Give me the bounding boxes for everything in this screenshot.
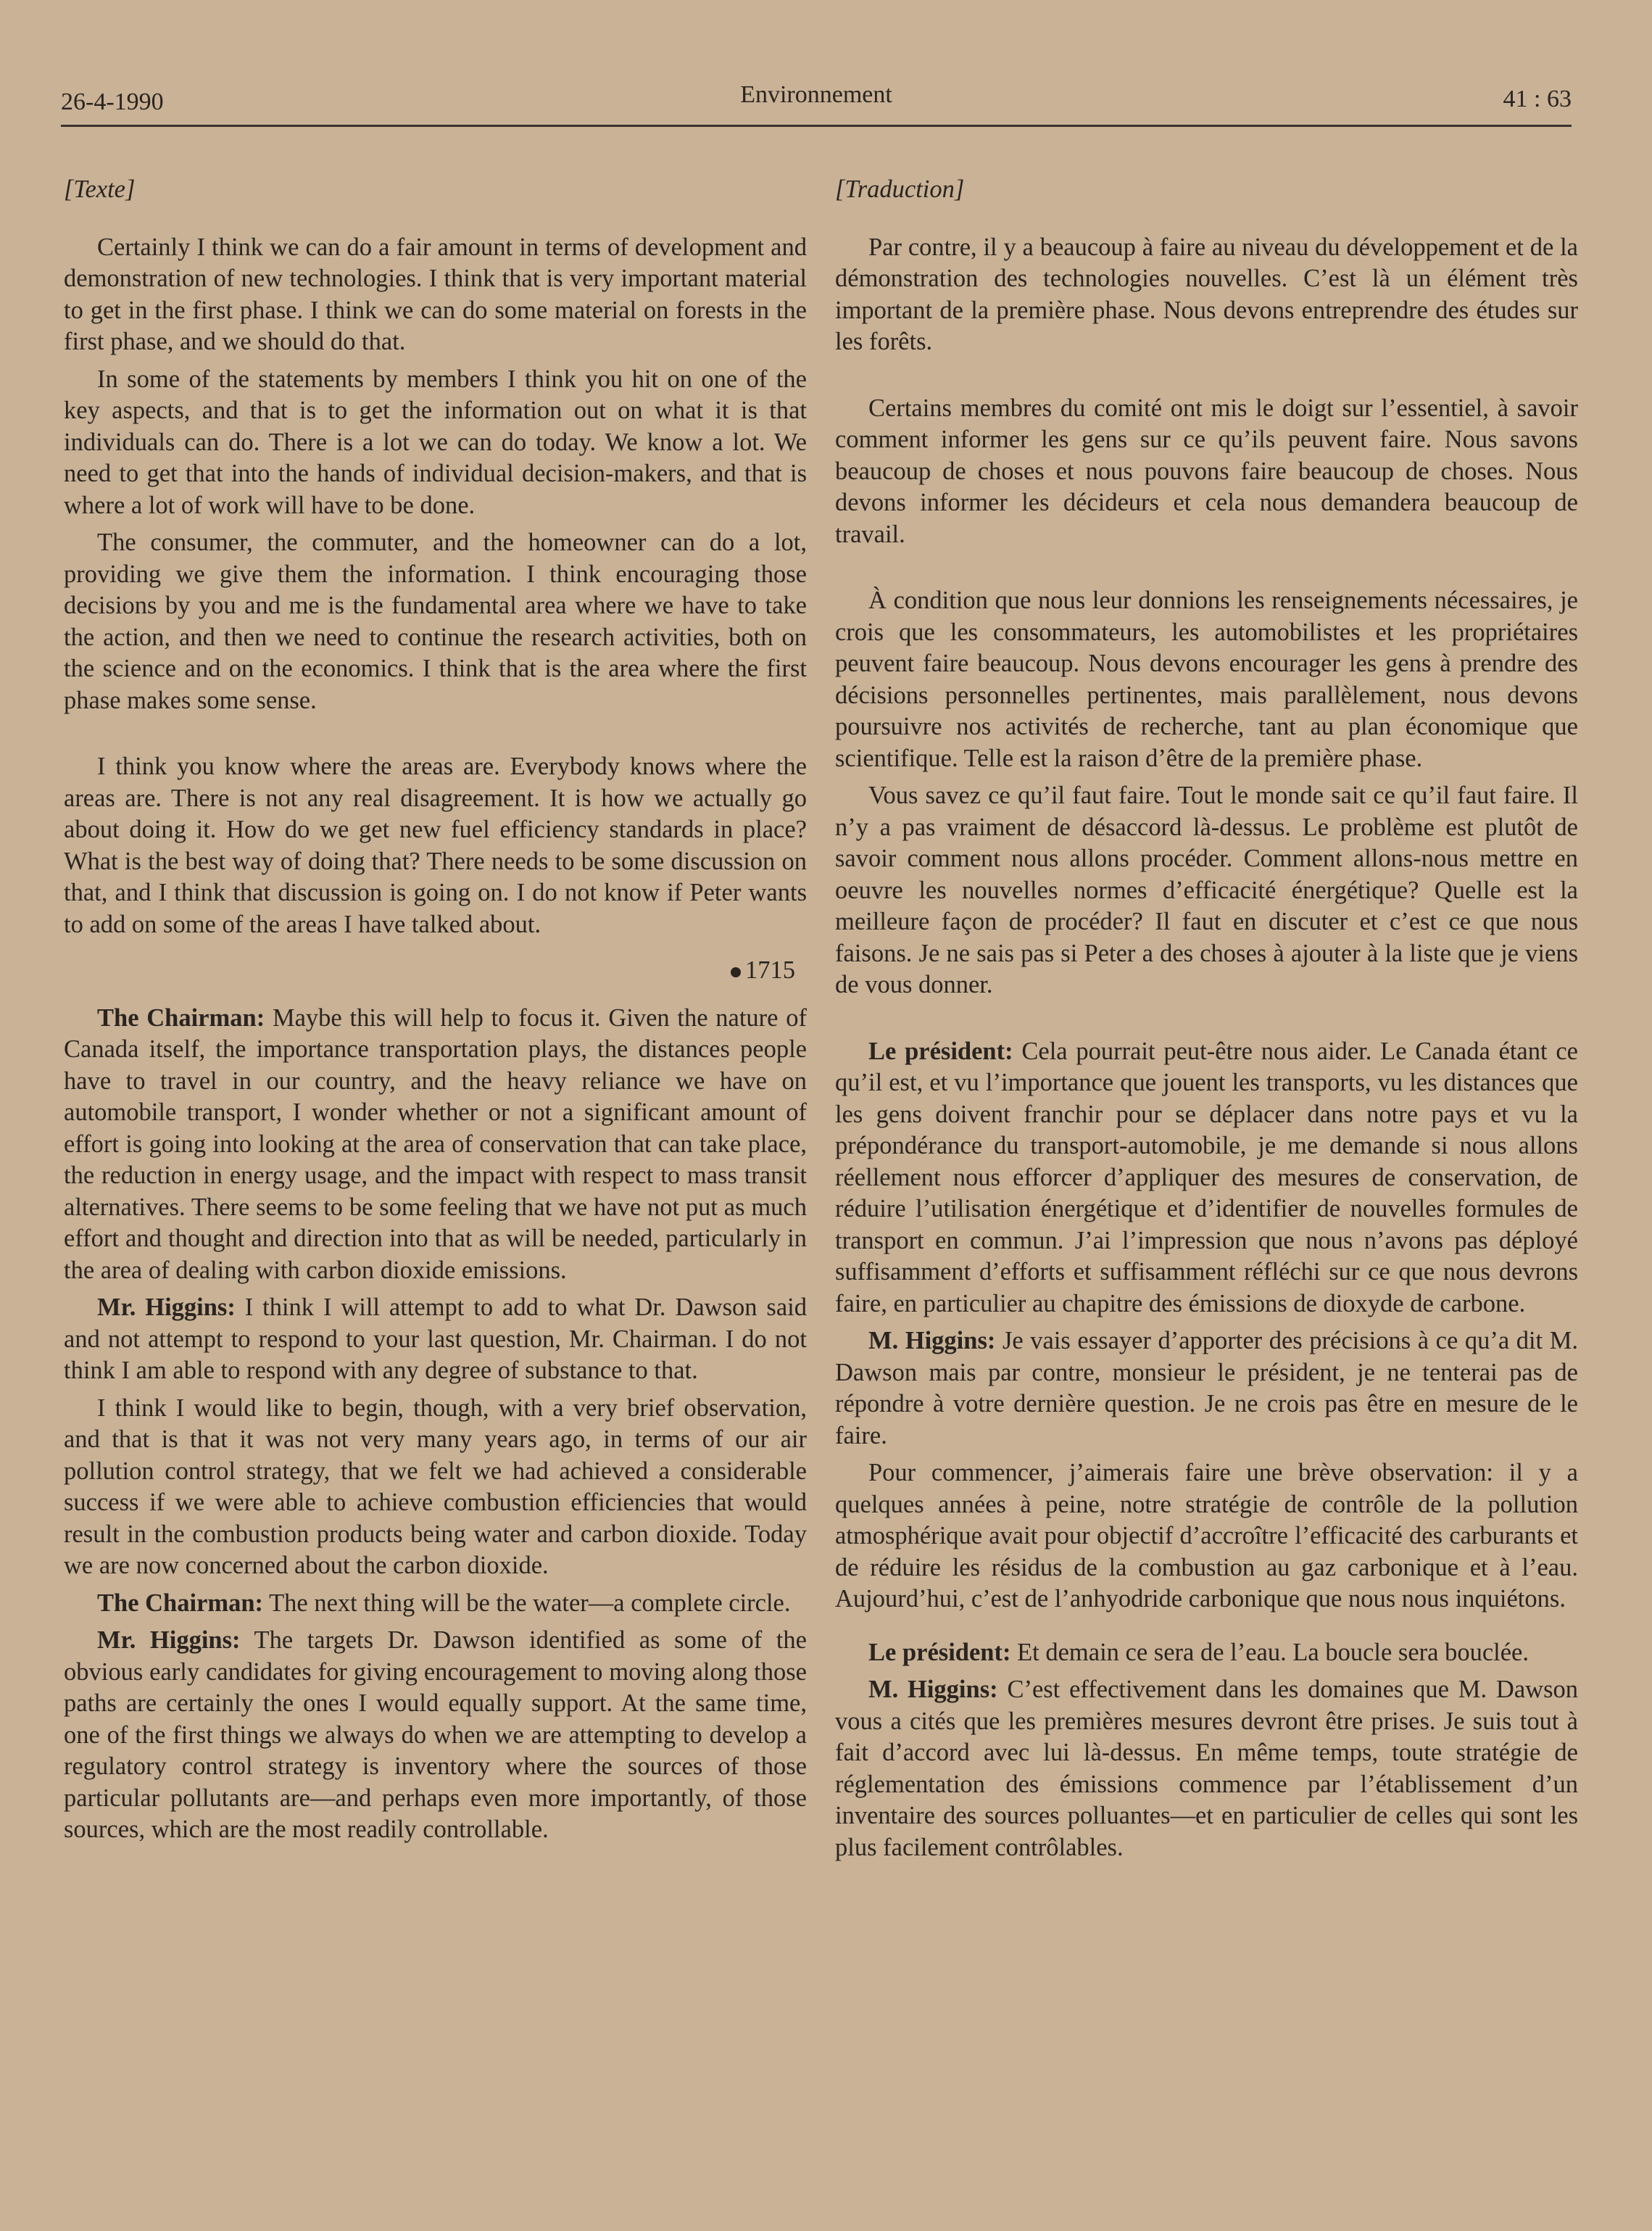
speech-text: Et demain ce sera de l’eau. La boucle sera bouclée. <box>1010 1638 1529 1666</box>
speaker-name: M. Higgins: <box>868 1676 998 1703</box>
speech <box>835 1637 1578 1669</box>
french-column <box>835 174 1578 1869</box>
speaker-name: Le président: <box>868 1638 1011 1666</box>
page-header <box>61 81 1572 127</box>
paragraph: À condition que nous leur donnions les renseignements nécessaires, je crois que les consommateurs, les automobilistes et les propriétaires peuvent faire beaucoup. Nous devons encourager les gens à prendre des décisions personnelles pertinentes, mais parallèlement, nous devons poursuivre nos activités de recherche, tant au plan économique que scientifique. Telle est la raison d’être de la première phase. <box>835 587 1578 772</box>
speaker-name: Mr. Higgins: <box>97 1626 241 1654</box>
language-tag: [Traduction] <box>835 175 965 203</box>
paragraph: Pour commencer, j’aimerais faire une brève observation: il y a quelques années à peine, notre stratégie de contrôle de la pollution atmosphérique avait pour objectif d’accroître l’efficacité des carburants et de réduire les résidus de la combustion au gaz carbonique et à l’eau. Aujourd’hui, c’est de l’anhyodride carbonique que nous nous inquiétons. <box>835 1459 1578 1613</box>
speaker-name: The Chairman: <box>97 1003 265 1032</box>
paragraph: Certains membres du comité ont mis le doigt sur l’essentiel, à savoir comment informer les gens sur ce qu’ils peuvent faire. Nous savons beaucoup de choses et nous pouvons faire beaucoup de choses. Nous devons informer les décideurs et cela nous demandera beaucoup de travail. <box>835 394 1578 548</box>
paragraph: I think I would like to begin, though, with a very brief observation, and that is that it was not very many years ago, in terms of our air pollution control strategy, that we felt we had achieved a considerable success if we were able to achieve combustion efficiencies that would result in the combustion products being water and carbon dioxide. Today we are now concerned about the carbon dioxide. <box>64 1394 807 1579</box>
speech <box>64 1625 807 1846</box>
paragraph: In some of the statements by members I think you hit on one of the key aspects, and that is to get the information out on what it is that individuals can do. There is a lot we can do today. We know a lot. We need to get that into the hands of individual decision-makers, and that is where a lot of work will have to be done. <box>64 365 807 519</box>
speaker-name: Le président: <box>868 1037 1013 1065</box>
speech <box>835 1674 1578 1863</box>
header-date: 26-4-1990 <box>61 88 164 115</box>
speech-text: Maybe this will help to focus it. Given the nature of Canada itself, the importance transportation plays, the distances people have to travel in our country, and the heavy reliance we have on automobile transport, I wonder whether or not a significant amount of effort is going into looking at the area of conservation that can take place, the reduction in energy usage, and the impact with respect to mass transit alternatives. There seems to be some feeling that we have not put as much effort and thought and direction into that as will be needed, particularly in the area of dealing with carbon dioxide emissions. <box>64 1003 807 1284</box>
speaker-name: The Chairman: <box>97 1589 264 1617</box>
speaker-name: Mr. Higgins: <box>97 1294 236 1321</box>
speech <box>835 1036 1578 1320</box>
bullet-icon <box>731 967 741 977</box>
speech-text: Cela pourrait peut-être nous aider. Le Canada étant ce qu’il est, et vu l’importance que jouent les transports, vu les distances que les gens doivent franchir pour se déplacer dans notre pays et vu la prépondérance du transport-automobile, je me demande si nous allons réellement nous efforcer d’appliquer des mesures de conservation, de réduire l’utilisation énergétique et d’identifier de nouvelles formules de transport en commun. J’ai l’impression que nous n’avons pas déployé suffisamment d’efforts et suffisamment réfléchi sur ce que nous devrons faire, en particulier au chapitre des émissions de dioxyde de carbone. <box>835 1037 1578 1317</box>
header-page-number: 41 : 63 <box>1503 86 1572 112</box>
english-column <box>64 174 807 1852</box>
speech-text: The targets Dr. Dawson identified as some of the obvious early candidates for giving encouragement to moving along those paths are certainly the ones I would equally support. At the same time, one of the first things we always do when we are attempting to develop a regulatory control strategy is inventory where the sources of those particular pollutants are—and perhaps even more importantly, of those sources, which are the most readily controllable. <box>64 1626 807 1843</box>
speech <box>64 1292 807 1387</box>
paragraph: Par contre, il y a beaucoup à faire au niveau du développement et de la démonstration des technologies nouvelles. C’est là un élément très important de la première phase. Nous devons entreprendre des études sur les forêts. <box>835 233 1578 355</box>
paragraph: I think you know where the areas are. Everybody knows where the areas are. There is not any real disagreement. It is how we actually go about doing it. How do we get new fuel efficiency standards in place? What is the best way of doing that? There needs to be some discussion on that, and I think that discussion is going on. I do not know if Peter wants to add on some of the areas I have talked about. <box>64 753 807 938</box>
paragraph: Vous savez ce qu’il faut faire. Tout le monde sait ce qu’il faut faire. Il n’y a pas vraiment de désaccord là-dessus. Le problème est plutôt de savoir comment nous allons procéder. Comment allons-nous mettre en oeuvre les nouvelles normes d’efficacité énergétique? Quelle est la meilleure façon de procéder? Il faut en discuter et c’est ce que nous faisons. Je ne sais pas si Peter a des choses à ajouter à la liste que je viens de vous donner. <box>835 782 1578 998</box>
time-marker <box>64 955 807 987</box>
speech <box>64 1588 807 1620</box>
speech <box>64 1003 807 1287</box>
paragraph: The consumer, the commuter, and the homeowner can do a lot, providing we give them the information. I think encouraging those decisions by you and me is the fundamental area where we have to take the action, and then we need to continue the research activities, both on the science and on the economics. I think that is the area where the first phase makes some sense. <box>64 529 807 714</box>
speech <box>835 1325 1578 1452</box>
speaker-name: M. Higgins: <box>868 1327 996 1354</box>
time-marker-value: 1715 <box>745 956 795 984</box>
language-tag: [Texte] <box>64 175 136 203</box>
header-title: Environnement <box>740 81 892 108</box>
speech-text: The next thing will be the water—a complete circle. <box>263 1589 791 1617</box>
speech-text: I think I will attempt to add to what Dr. Dawson said and not attempt to respond to your last question, Mr. Chairman. I do not think I am able to respond with any degree of substance to that. <box>64 1294 807 1384</box>
speech-text: Je vais essayer d’apporter des précisions à ce qu’a dit M. Dawson mais par contre, monsieur le président, je ne tenterai pas de répondre à votre dernière question. Je ne crois pas être en mesure de le faire. <box>835 1327 1579 1449</box>
paragraph: Certainly I think we can do a fair amount in terms of development and demonstration of new technologies. I think that is very important material to get in the first phase. I think we can do some material on forests in the first phase, and we should do that. <box>64 233 807 355</box>
speech-text: C’est effectivement dans les domaines que M. Dawson vous a cités que les premières mesures devront être prises. Je suis tout à fait d’accord avec lui là-dessus. En même temps, toute stratégie de réglementation des émissions commence par l’établissement d’un inventaire des sources polluantes—et en particulier de celles qui sont les plus facilement contrôlables. <box>835 1676 1578 1861</box>
